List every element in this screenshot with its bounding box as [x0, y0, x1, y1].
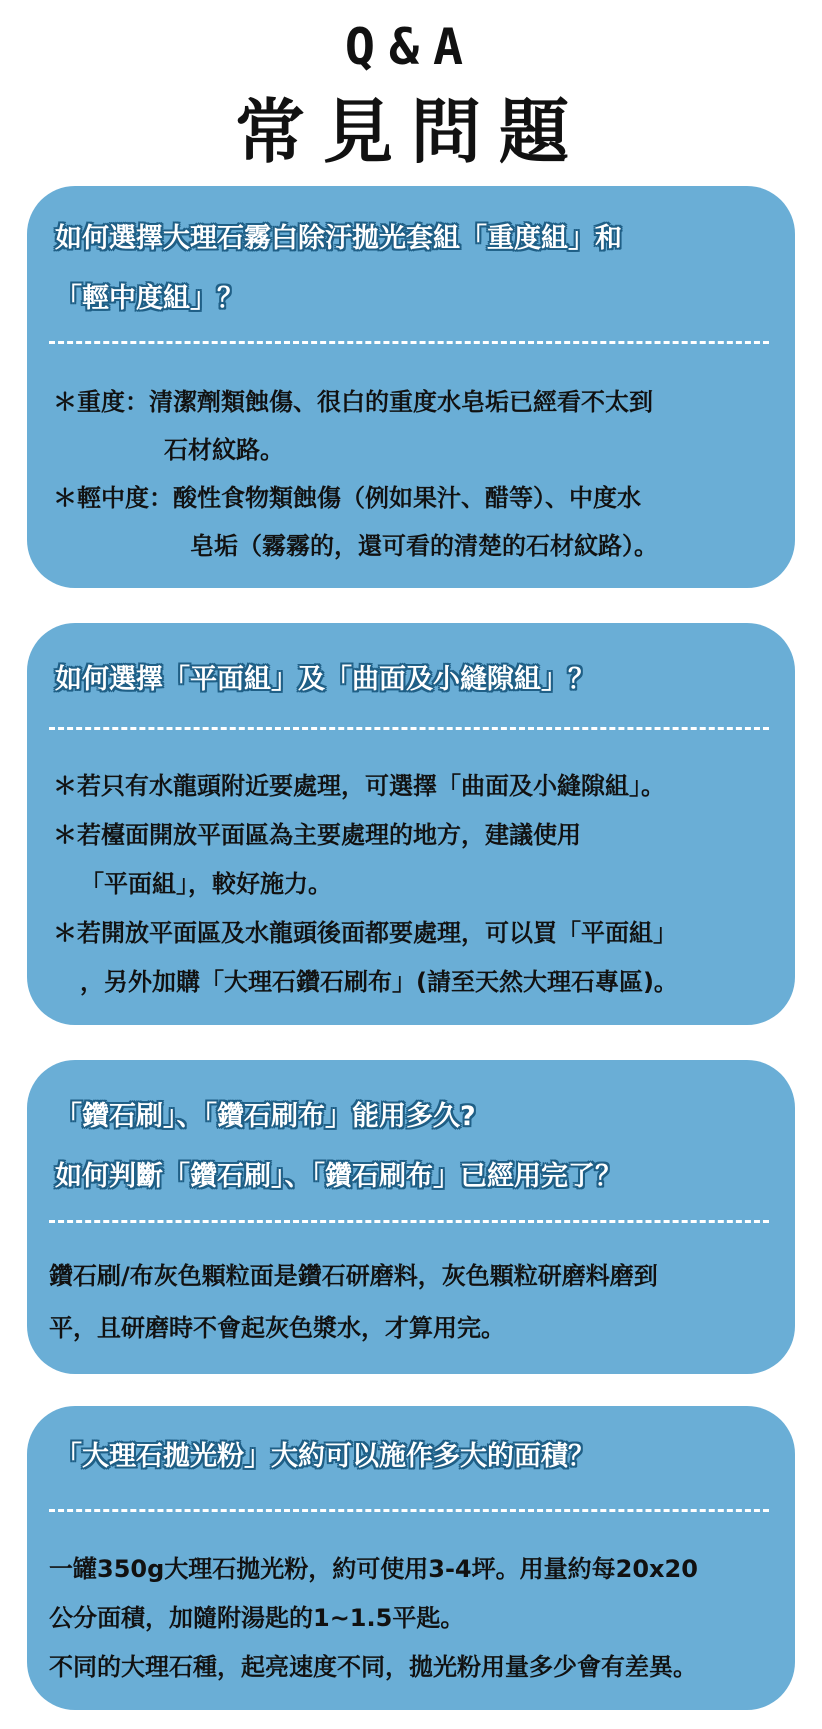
question-line: 如何選擇「平面組」及「曲面及小縫隙組」？	[55, 664, 595, 695]
answer-line: ＊若檯面開放平面區為主要處理的地方，建議使用	[53, 821, 581, 849]
faq-card-4	[27, 1406, 795, 1710]
dashed-divider	[49, 341, 769, 344]
answer-line: 公分面積，加隨附湯匙的1~1.5平匙。	[49, 1604, 465, 1632]
answer-line: 一罐350g大理石拋光粉，約可使用3-4坪。用量約每20x20	[49, 1555, 698, 1583]
answer-line: ＊若只有水龍頭附近要處理，可選擇「曲面及小縫隙組」。	[53, 772, 665, 800]
answer-line: 鑽石刷/布灰色顆粒面是鑽石研磨料，灰色顆粒研磨料磨到	[49, 1262, 658, 1290]
question-line: 「鑽石刷」、「鑽石刷布」能用多久?	[55, 1101, 476, 1132]
answer-line: 平，且研磨時不會起灰色漿水，才算用完。	[49, 1314, 505, 1342]
faq-card-1	[27, 186, 795, 588]
answer-line: 「平面組」，較好施力。	[80, 870, 332, 898]
question-line: 如何選擇大理石霧白除汙拋光套組「重度組」和	[55, 223, 622, 254]
answer-line: ＊重度：清潔劑類蝕傷、很白的重度水皂垢已經看不太到	[53, 388, 653, 416]
answer-line: 不同的大理石種，起亮速度不同，拋光粉用量多少會有差異。	[49, 1653, 697, 1681]
answer-line: 石材紋路。	[164, 436, 284, 464]
answer-line: ＊輕中度：酸性食物類蝕傷（例如果汁、醋等）、中度水	[53, 484, 641, 512]
question-line: 「大理石拋光粉」大約可以施作多大的面積？	[55, 1441, 595, 1472]
dashed-divider	[49, 1509, 769, 1512]
qa-heading: Q&A	[344, 18, 478, 76]
answer-line: ＊若開放平面區及水龍頭後面都要處理，可以買「平面組」	[53, 919, 677, 947]
answer-line: ，另外加購「大理石鑽石刷布」(請至天然大理石專區)。	[80, 968, 678, 996]
faq-card-2	[27, 623, 795, 1025]
answer-line: 皂垢（霧霧的，還可看的清楚的石材紋路）。	[190, 532, 658, 560]
faq-card-3	[27, 1060, 795, 1374]
dashed-divider	[49, 1220, 769, 1223]
question-line: 「輕中度組」？	[55, 283, 244, 314]
question-line: 如何判斷「鑽石刷」、「鑽石刷布」已經用完了？	[55, 1161, 622, 1192]
page-title: 常見問題	[235, 91, 587, 173]
dashed-divider	[49, 727, 769, 730]
